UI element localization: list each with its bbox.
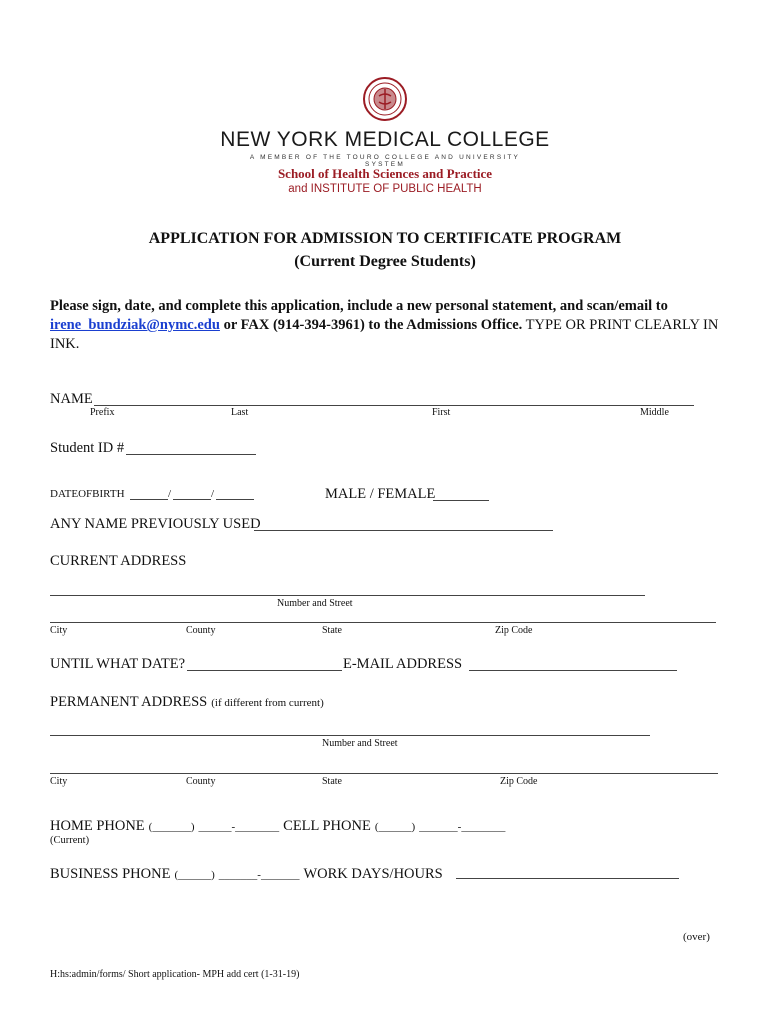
email-label: E-MAIL ADDRESS — [343, 656, 463, 672]
current-city-line[interactable] — [50, 622, 716, 623]
current-address-label: CURRENT ADDRESS — [50, 553, 187, 569]
until-date-input-line[interactable] — [187, 670, 342, 671]
permanent-city-line[interactable] — [50, 773, 718, 774]
footer-file-path: H:hs:admin/forms/ Short application- MPH add cert (1-31-19) — [50, 969, 300, 980]
home-phone-number[interactable]: ______-________ — [198, 821, 280, 833]
college-tagline: A MEMBER OF THE TOURO COLLEGE AND UNIVERSITY SYSTEM — [249, 154, 521, 168]
business-phone-label: BUSINESS PHONE — [50, 866, 171, 882]
student-id-input-line[interactable] — [126, 454, 256, 455]
instructions — [50, 297, 730, 354]
form-subtitle: (Current Degree Students) — [294, 253, 476, 270]
permanent-city-caption: City — [50, 776, 68, 787]
name-prefix-caption: Prefix — [90, 407, 115, 418]
instructions-bold-2: or FAX (914-394-3961) to the Admissions Office. — [219, 317, 523, 333]
until-date-label: UNTIL WHAT DATE? — [50, 656, 186, 672]
work-days-label: WORK DAYS/HOURS — [303, 866, 443, 882]
institute-name: and INSTITUTE OF PUBLIC HEALTH — [288, 183, 482, 195]
permanent-street-line[interactable] — [50, 735, 650, 736]
cell-phone-number[interactable]: _______-________ — [419, 821, 506, 833]
permanent-street-caption: Number and Street — [322, 738, 398, 749]
school-name: School of Health Sciences and Practice — [277, 166, 493, 181]
business-phone-area[interactable]: (______) — [174, 869, 215, 881]
current-county-caption: County — [186, 625, 216, 636]
email-input-line[interactable] — [469, 670, 677, 671]
instructions-bold-1: Please sign, date, and complete this application, include a new personal statement, and scan/email to — [50, 298, 668, 314]
business-phone-row — [50, 865, 443, 883]
previous-name-input-line[interactable] — [254, 530, 553, 531]
name-input-line[interactable] — [94, 405, 694, 406]
permanent-zip-caption: Zip Code — [500, 776, 538, 787]
dob-day-line[interactable] — [173, 499, 211, 500]
home-cell-phone-row — [50, 817, 505, 835]
over-note: (over) — [683, 931, 710, 943]
instructions-normal: TYPE OR PRINT CLEARLY IN INK. — [50, 317, 719, 352]
home-phone-area[interactable]: (_______) — [148, 821, 195, 833]
permanent-address-label: PERMANENT ADDRESS — [50, 694, 208, 710]
college-name: NEW YORK MEDICAL COLLEGE — [220, 128, 550, 151]
dob-month-line[interactable] — [130, 499, 168, 500]
name-last-caption: Last — [231, 407, 249, 418]
previous-name-label: ANY NAME PREVIOUSLY USED — [50, 516, 261, 532]
permanent-state-caption: State — [322, 776, 342, 787]
permanent-address — [50, 693, 324, 711]
student-id-label: Student ID # — [50, 440, 125, 456]
name-label: NAME — [50, 391, 93, 407]
admissions-email-link[interactable]: irene_bundziak@nymc.edu — [50, 317, 220, 333]
current-note: (Current) — [50, 835, 90, 846]
current-street-caption: Number and Street — [277, 598, 353, 609]
name-middle-caption: Middle — [640, 407, 669, 418]
cell-phone-area[interactable]: (______) — [374, 821, 416, 833]
college-seal-logo — [362, 76, 408, 122]
work-days-input-line[interactable] — [456, 878, 679, 879]
dob-label: DATEOFBIRTH — [50, 488, 125, 500]
dob-year-line[interactable] — [216, 499, 254, 500]
business-phone-number[interactable]: _______-_______ — [218, 869, 300, 881]
current-city-caption: City — [50, 625, 68, 636]
cell-phone-label: CELL PHONE — [283, 818, 371, 834]
permanent-county-caption: County — [186, 776, 216, 787]
current-street-line[interactable] — [50, 595, 645, 596]
home-phone-label: HOME PHONE — [50, 818, 145, 834]
current-state-caption: State — [322, 625, 342, 636]
name-first-caption: First — [432, 407, 451, 418]
gender-input-line[interactable] — [433, 500, 489, 501]
dob-sep-1: / — [168, 488, 172, 500]
current-zip-caption: Zip Code — [495, 625, 533, 636]
permanent-address-note: (if different from current) — [211, 697, 324, 709]
form-title: APPLICATION FOR ADMISSION TO CERTIFICATE PROGRAM — [148, 230, 622, 247]
gender-label: MALE / FEMALE — [325, 486, 436, 502]
dob-sep-2: / — [211, 488, 215, 500]
